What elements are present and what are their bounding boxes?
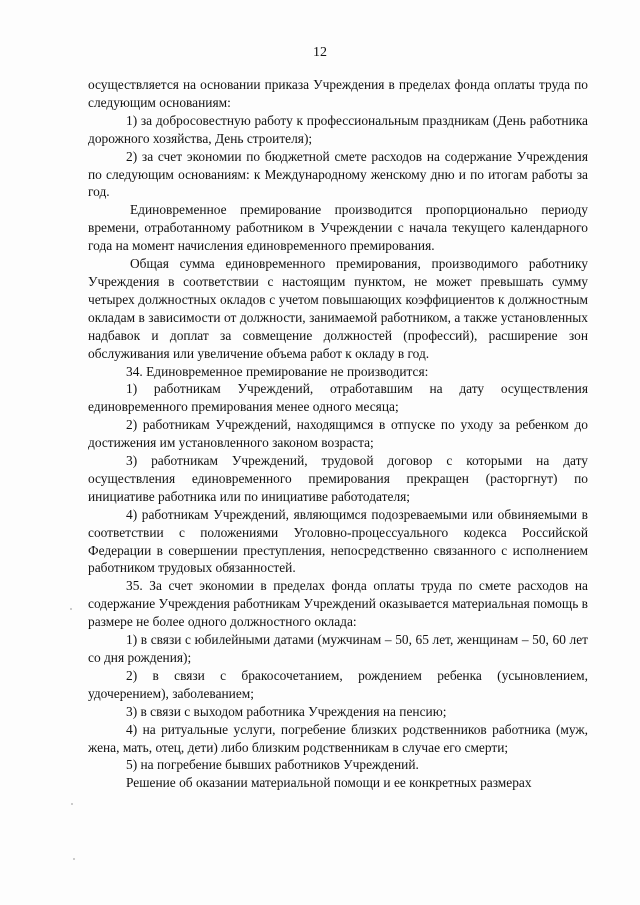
scan-speck (71, 803, 73, 805)
page-number: 12 (313, 45, 327, 60)
paragraph: осуществляется на основании приказа Учреждения в пределах фонда оплаты труда по следующим основаниям: (88, 77, 588, 110)
paragraph: Общая сумма единовременного премирования, производимого работнику Учреждения в соответствии с настоящим пунктом, не может превышать сумму четырех должностных окладов с учетом повышающих коэффициентов к должностным окладам в зависимости от должности, занимаемой работником, а также установленных надбавок и доплат за совмещение должностей (профессий), расширение зон обслуживания или увеличение объема работ к окладу в год. (88, 256, 588, 361)
paragraph: 3) в связи с выходом работника Учреждения на пенсию; (126, 703, 447, 719)
paragraph: 2) за счет экономии по бюджетной смете расходов на содержание Учреждения по следующим основаниям: к Международному женскому дню и по итогам работы за год. (88, 148, 588, 200)
paragraph: 34. Единовременное премирование не производится: (126, 363, 429, 379)
paragraph: 4) на ритуальные услуги, погребение близких родственников работника (муж, жена, мать, отец, дети) либо близким родственникам в случае его смерти; (88, 721, 588, 755)
paragraph: 1) за добросовестную работу к профессиональным праздникам (День работника дорожного хозяйства, День строителя); (88, 112, 588, 146)
paragraph: 2) в связи с бракосочетанием, рождением ребенка (усыновлением, удочерением), заболеванием; (88, 667, 588, 701)
document-body (88, 76, 588, 792)
paragraph: 35. За счет экономии в пределах фонда оплаты труда по смете расходов на содержание Учреждения работникам Учреждений оказывается материальная помощь в размере не более одного должностного оклада: (88, 578, 588, 630)
paragraph: Единовременное премирование производится пропорционально периоду времени, отработанному работником в Учреждении с начала текущего календарного года на момент начисления единовременного премирования. (88, 202, 588, 254)
paragraph: 1) работникам Учреждений, отработавшим на дату осуществления единовременного премирования менее одного месяца; (88, 381, 588, 415)
paragraph: 5) на погребение бывших работников Учреждений. (126, 757, 419, 773)
scan-speck (73, 858, 75, 860)
paragraph: 2) работникам Учреждений, находящимся в отпуске по уходу за ребенком до достижения им установленного законом возраста; (88, 417, 588, 451)
paragraph: 4) работникам Учреждений, являющимся подозреваемыми или обвиняемыми в соответствии с положениями Уголовно-процессуального кодекса Российской Федерации в совершении преступления, непосредственно связанного с исполнением работником трудовых обязанностей. (88, 506, 588, 576)
paragraph: Решение об оказании материальной помощи и ее конкретных размерах (126, 775, 532, 791)
paragraph: 1) в связи с юбилейными датами (мужчинам – 50, 65 лет, женщинам – 50, 60 лет со дня рождения); (88, 632, 588, 665)
scan-speck (70, 608, 72, 610)
paragraph: 3) работникам Учреждений, трудовой договор с которыми на дату осуществления единовременного премирования прекращен (расторгнут) по инициативе работника или по инициативе работодателя; (88, 453, 588, 504)
